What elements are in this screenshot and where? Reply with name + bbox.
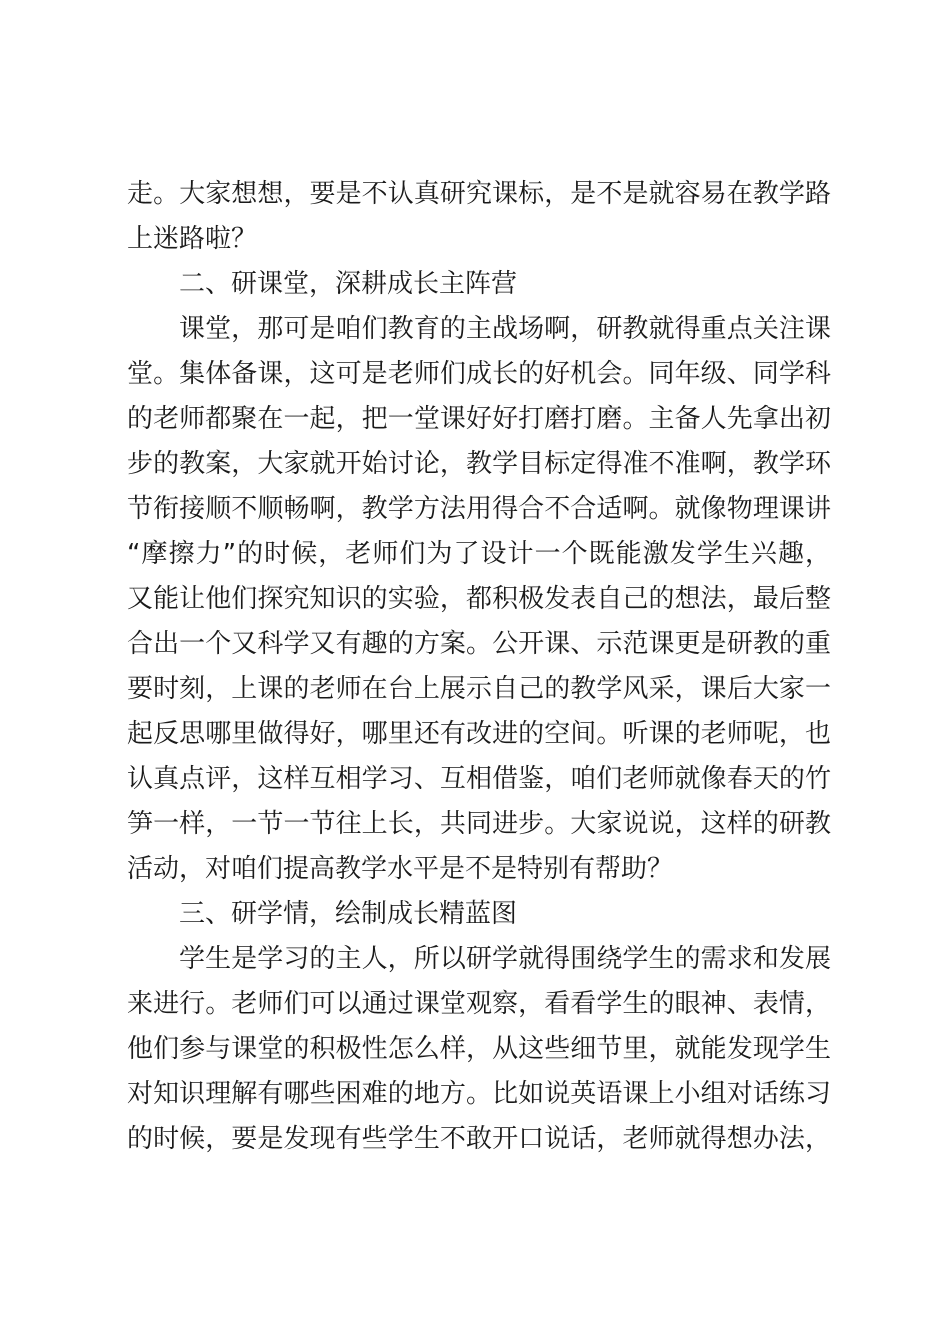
- body-line: 活动，对咱们提高教学水平是不是特别有帮助？: [127, 854, 674, 884]
- body-line: 的时候，要是发现有些学生不敢开口说话，老师就得想办法，: [127, 1124, 831, 1154]
- body-line: 又能让他们探究知识的实验，都积极发表自己的想法，最后整: [127, 584, 831, 614]
- body-line: “摩擦力”的时候，老师们为了设计一个既能激发学生兴趣，: [127, 539, 831, 569]
- body-line: 合出一个又科学又有趣的方案。公开课、示范课更是研教的重: [127, 629, 831, 659]
- section-heading: 二、研课堂，深耕成长主阵营: [179, 269, 518, 299]
- section-heading: 三、研学情，绘制成长精蓝图: [179, 899, 518, 929]
- body-line: 走。大家想想，要是不认真研究课标，是不是就容易在教学路: [127, 179, 831, 209]
- body-line: 节衔接顺不顺畅啊，教学方法用得合不合适啊。就像物理课讲: [127, 494, 831, 524]
- body-line: 的老师都聚在一起，把一堂课好好打磨打磨。主备人先拿出初: [127, 404, 831, 434]
- body-line: 堂。集体备课，这可是老师们成长的好机会。同年级、同学科: [127, 359, 831, 389]
- body-line: 要时刻，上课的老师在台上展示自己的教学风采，课后大家一: [127, 674, 831, 704]
- body-line: 笋一样，一节一节往上长，共同进步。大家说说，这样的研教: [127, 809, 831, 839]
- body-line: 上迷路啦？: [127, 224, 258, 254]
- body-line: 步的教案，大家就开始讨论，教学目标定得准不准啊，教学环: [127, 449, 831, 479]
- body-line: 对知识理解有哪些困难的地方。比如说英语课上小组对话练习: [127, 1079, 831, 1109]
- body-line: 起反思哪里做得好，哪里还有改进的空间。听课的老师呢，也: [127, 719, 831, 749]
- body-line: 来进行。老师们可以通过课堂观察，看看学生的眼神、表情，: [127, 989, 831, 1019]
- body-line: 认真点评，这样互相学习、互相借鉴，咱们老师就像春天的竹: [127, 764, 831, 794]
- body-line: 学生是学习的主人，所以研学就得围绕学生的需求和发展: [179, 944, 831, 974]
- body-line: 课堂，那可是咱们教育的主战场啊，研教就得重点关注课: [179, 314, 831, 344]
- body-line: 他们参与课堂的积极性怎么样，从这些细节里，就能发现学生: [127, 1034, 831, 1064]
- document-body: [127, 172, 831, 1162]
